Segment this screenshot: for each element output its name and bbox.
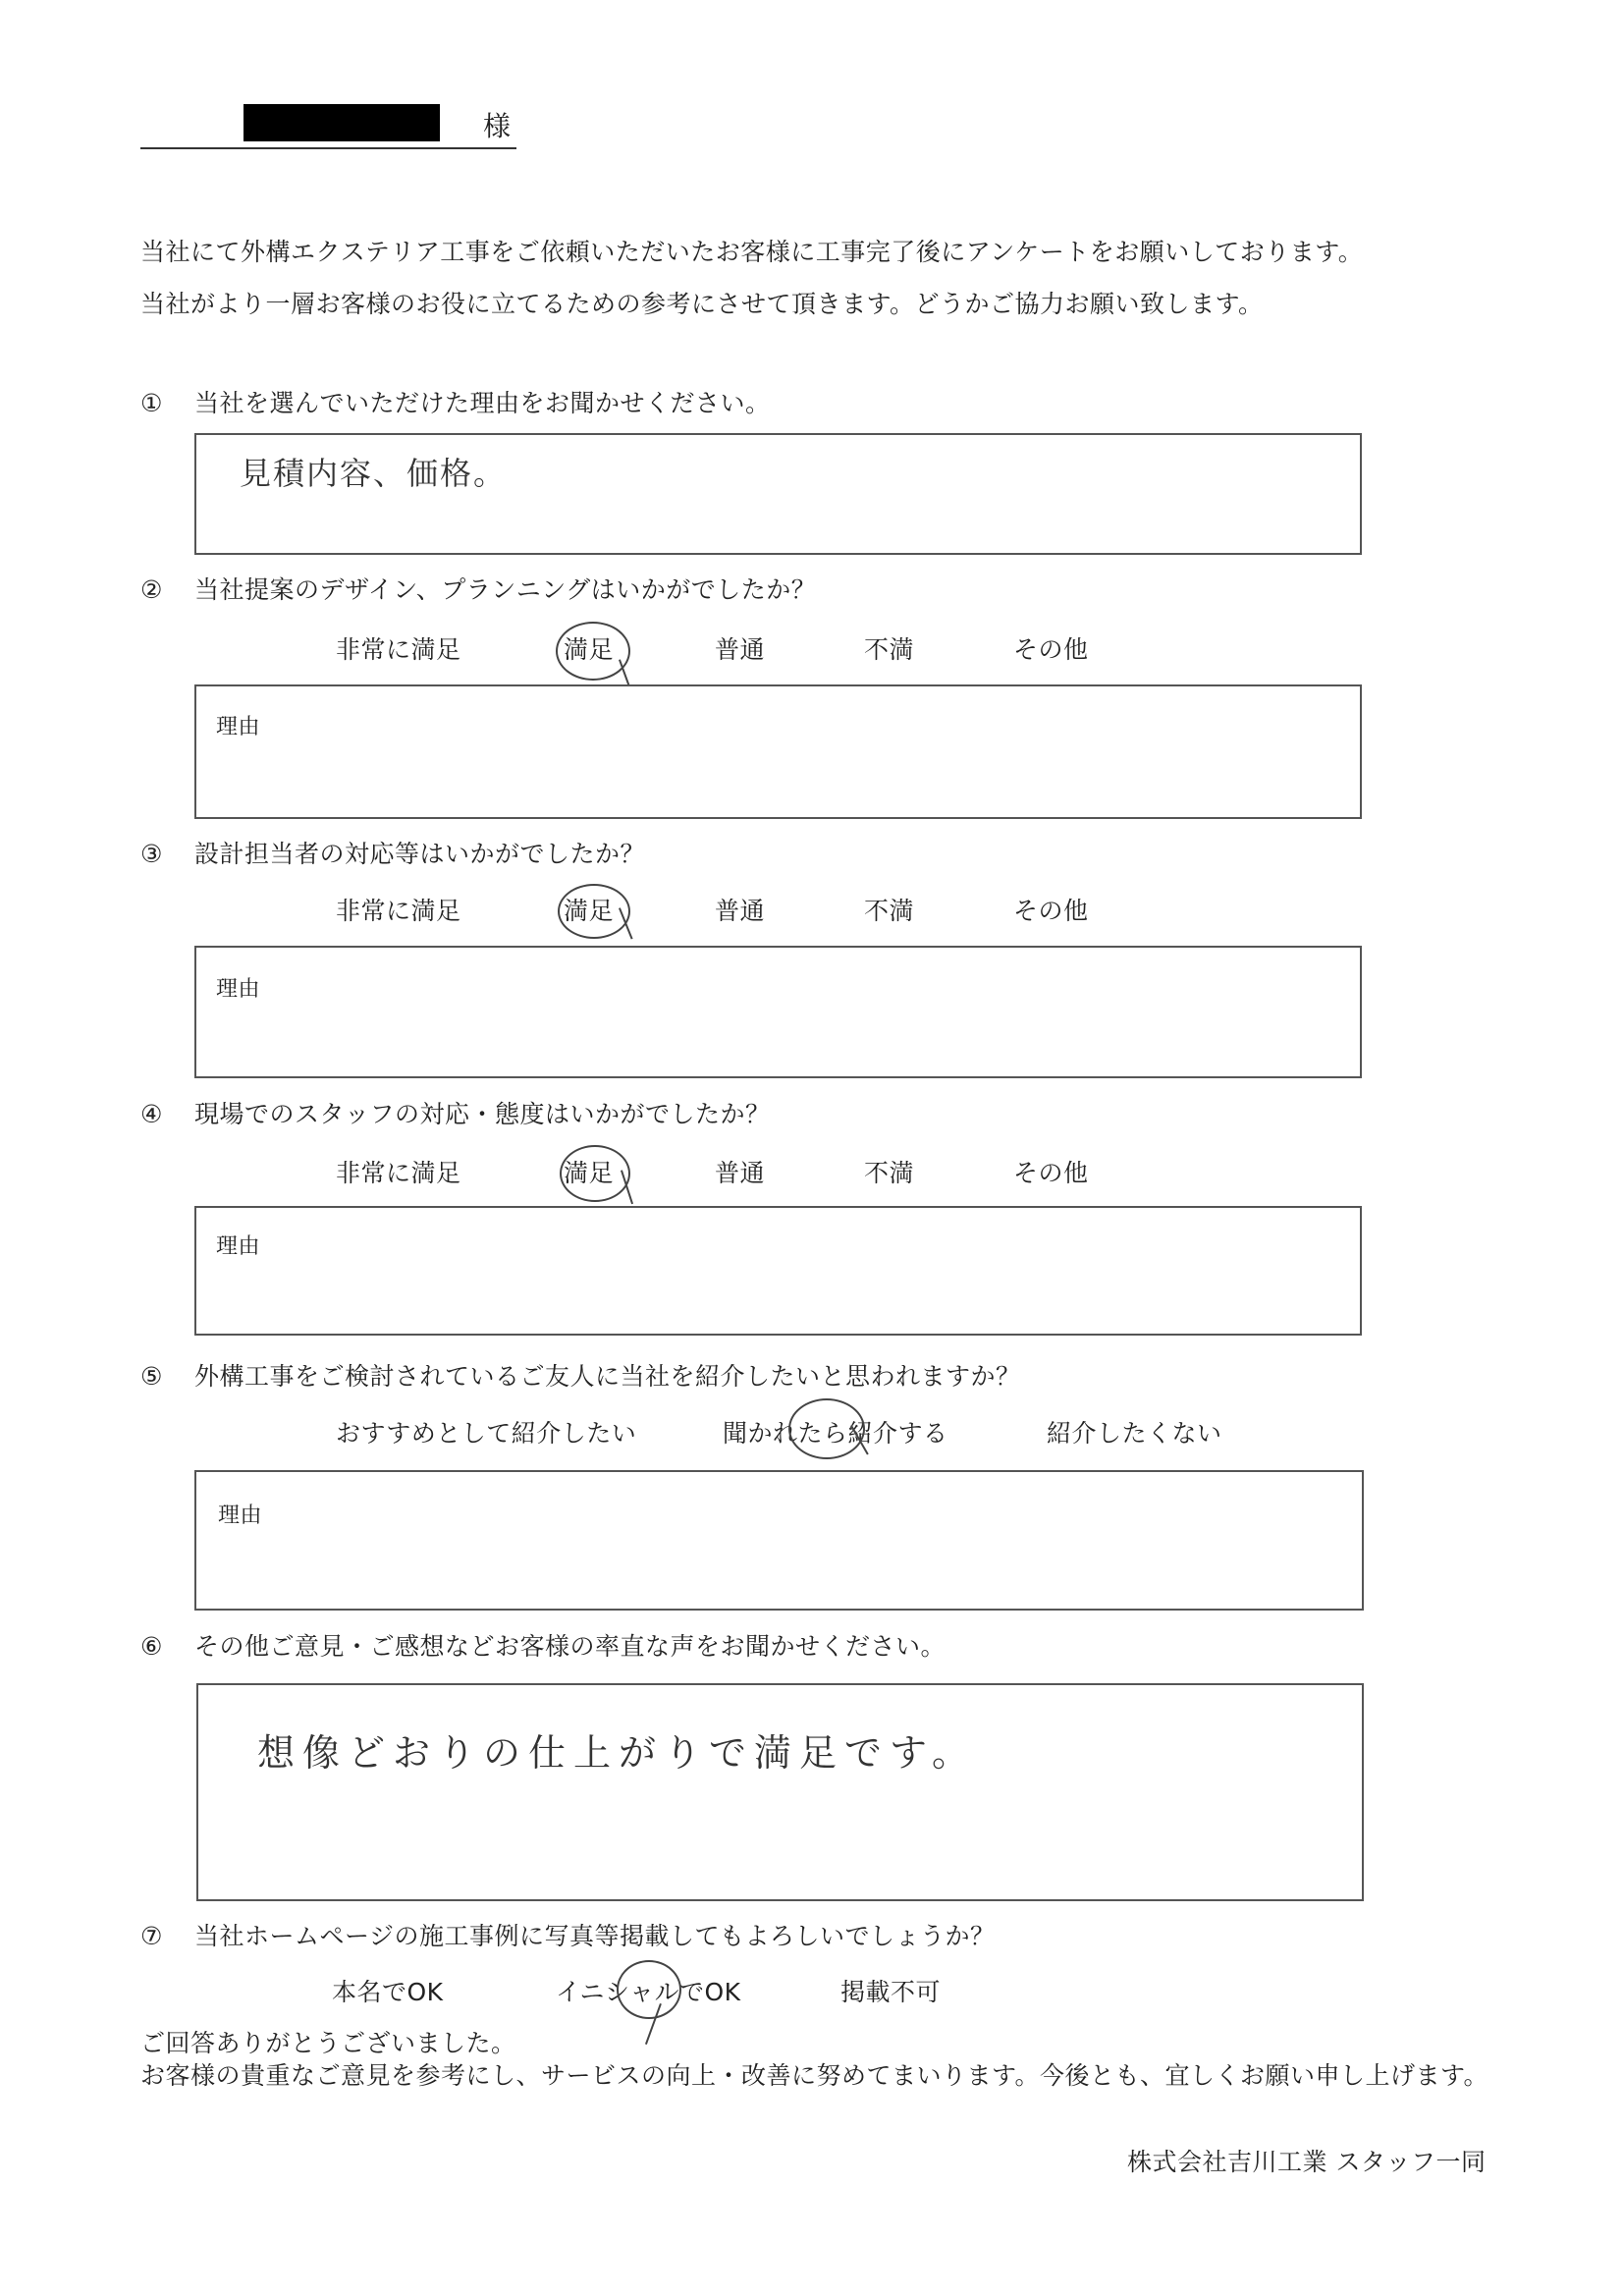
honorific: 様 [483, 110, 512, 142]
q6-answer-box[interactable] [196, 1683, 1364, 1901]
q3-number: ③ [140, 840, 163, 868]
q3-reason-label: 理由 [216, 977, 261, 1002]
q2-option-satisfied[interactable]: 満足 [564, 635, 615, 664]
closing-thanks: ご回答ありがとうございました。 [140, 2029, 516, 2057]
q2-option-normal[interactable]: 普通 [715, 635, 766, 664]
q4-option-satisfied[interactable]: 満足 [564, 1159, 615, 1187]
q5-reason-label: 理由 [218, 1503, 263, 1528]
q4-reason-label: 理由 [216, 1234, 261, 1259]
q1-question: 当社を選んでいただけた理由をお聞かせください。 [194, 389, 771, 417]
q2-reason-box[interactable] [194, 684, 1362, 819]
q4-option-normal[interactable]: 普通 [715, 1159, 766, 1187]
q1-answer-box[interactable] [194, 433, 1362, 555]
q2-option-very-satisfied[interactable]: 非常に満足 [336, 635, 461, 664]
q6-question: その他ご意見・ご感想などお客様の率直な声をお聞かせください。 [194, 1632, 947, 1661]
q7-number: ⑦ [140, 1922, 163, 1950]
q1-number: ① [140, 389, 163, 417]
q7-option-no-publish[interactable]: 掲載不可 [840, 1978, 942, 2006]
q2-question: 当社提案のデザイン、プランニングはいかがでしたか？ [194, 575, 817, 604]
q4-question: 現場でのスタッフの対応・態度はいかがでしたか？ [194, 1100, 771, 1128]
q3-reason-box[interactable] [194, 946, 1362, 1078]
intro-line-1: 当社にて外構エクステリア工事をご依頼いただいたお客様に工事完了後にアンケートをお願いしております。 [140, 238, 1364, 266]
q2-option-other[interactable]: その他 [1013, 635, 1089, 664]
q7-question: 当社ホームページの施工事例に写真等掲載してもよろしいでしょうか？ [194, 1922, 996, 1950]
q5-question: 外構工事をご検討されているご友人に当社を紹介したいと思われますか？ [194, 1362, 1021, 1391]
q4-reason-box[interactable] [194, 1206, 1362, 1336]
q7-selected-circle [617, 1960, 681, 2019]
q2-selected-circle [556, 622, 630, 681]
recipient-name-line [140, 147, 516, 149]
q4-option-very-satisfied[interactable]: 非常に満足 [336, 1159, 461, 1187]
q5-option-if-asked[interactable]: 聞かれたら紹介する [723, 1419, 948, 1448]
q7-option-real-name[interactable]: 本名でOK [332, 1978, 444, 2006]
q2-option-dissatisfied[interactable]: 不満 [864, 635, 915, 664]
q4-number: ④ [140, 1100, 163, 1128]
q5-number: ⑤ [140, 1362, 163, 1391]
q6-number: ⑥ [140, 1632, 163, 1661]
q3-question: 設計担当者の対応等はいかがでしたか？ [194, 840, 646, 868]
q7-option-initials[interactable]: イニシャルでOK [556, 1978, 741, 2006]
q2-number: ② [140, 575, 163, 604]
q3-option-very-satisfied[interactable]: 非常に満足 [336, 897, 461, 925]
q3-option-normal[interactable]: 普通 [715, 897, 766, 925]
q3-option-other[interactable]: その他 [1013, 897, 1089, 925]
q4-selected-circle [560, 1145, 630, 1202]
company-signature: 株式会社吉川工業 スタッフ一同 [1127, 2148, 1487, 2176]
q5-option-not-recommend[interactable]: 紹介したくない [1047, 1419, 1222, 1448]
q3-option-dissatisfied[interactable]: 不満 [864, 897, 915, 925]
q3-option-satisfied[interactable]: 満足 [564, 897, 615, 925]
q2-reason-label: 理由 [216, 715, 261, 739]
q6-handwritten-answer: 想像どおりの仕上がりで満足です。 [257, 1731, 977, 1775]
q1-handwritten-answer: 見積内容、価格。 [240, 455, 508, 492]
redacted-recipient-name [243, 104, 440, 141]
q5-reason-box[interactable] [194, 1470, 1364, 1611]
intro-line-2: 当社がより一層お客様のお役に立てるための参考にさせて頂きます。どうかご協力お願い致します。 [140, 290, 1264, 318]
q5-option-recommend[interactable]: おすすめとして紹介したい [336, 1419, 637, 1448]
q4-option-dissatisfied[interactable]: 不満 [864, 1159, 915, 1187]
q4-option-other[interactable]: その他 [1013, 1159, 1089, 1187]
closing-message: お客様の貴重なご意見を参考にし、サービスの向上・改善に努めてまいります。今後とも、宜しくお願い申し上げます。 [140, 2061, 1489, 2090]
